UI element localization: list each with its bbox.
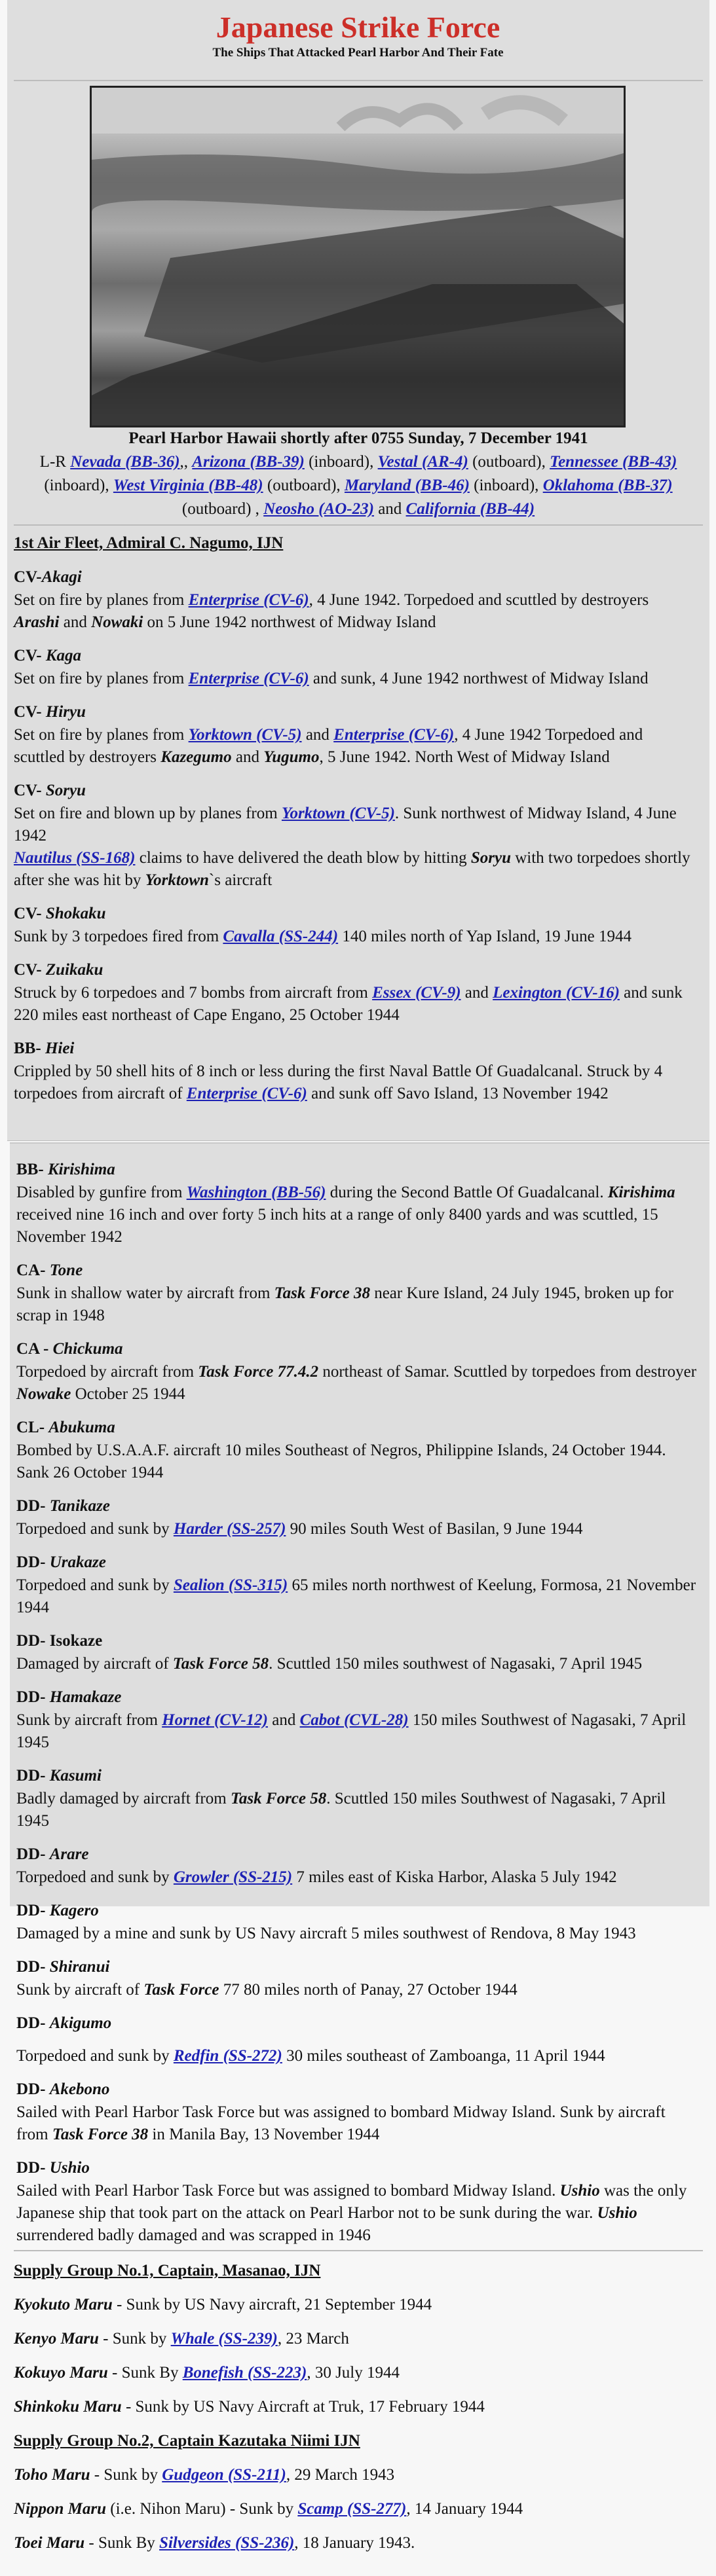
ship-fate — [14, 1061, 695, 1105]
text: on 5 June 1942 northwest of Midway Island — [143, 613, 436, 631]
text: Torpedoed and sunk by — [16, 1868, 174, 1886]
ship-name: Kyokuto Maru — [14, 2296, 113, 2313]
text: Crippled by 50 shell hits of 8 inch or less during the first Naval Battle Of Guadalcanal. Struck by 4 torpedoes from aircraft of — [14, 1062, 663, 1102]
ship-type: DD- — [16, 1958, 50, 1976]
ship-entry — [16, 1159, 698, 1248]
section-heading-supply-group-1: Supply Group No.1, Captain, Masanao, IJN — [14, 2262, 321, 2279]
text: (outboard), — [468, 453, 550, 471]
ship-entry — [16, 1260, 698, 1327]
text: . Scuttled 150 miles Southwest of Nagasaki, 7 April 1945 — [16, 1790, 666, 1830]
text: October 25 1944 — [71, 1385, 185, 1403]
supply-section — [14, 2260, 695, 2566]
ship-heading — [16, 1260, 698, 1282]
ship-entry — [16, 1417, 698, 1484]
ship-fate — [16, 1709, 698, 1754]
text: 7 miles east of Kiska Harbor, Alaska 5 July 1942 — [292, 1868, 617, 1886]
ship-link[interactable]: Whale (SS-239) — [170, 2330, 278, 2348]
ship-link[interactable]: Enterprise (CV-6) — [188, 591, 309, 609]
text: and sunk 220 miles east northeast of Cape Engano, 25 October 1944 — [14, 984, 683, 1024]
ship-heading — [16, 1630, 698, 1652]
text: (inboard), — [469, 477, 543, 494]
supply-list — [14, 2294, 695, 2418]
ship-type: CV- — [14, 961, 46, 979]
ship-name: Kazegumo — [160, 748, 232, 766]
text: received nine 16 inch and over forty 5 inch hits at a range of only 8400 yards and was scuttled, 15 November 1942 — [16, 1206, 658, 1246]
ship-name: Ushio — [49, 2159, 90, 2177]
text: (i.e. Nihon Maru) - Sunk by — [106, 2500, 298, 2518]
text: Disabled by gunfire from — [16, 1184, 187, 1201]
ship-fate — [16, 1979, 698, 2001]
caption-title: Pearl Harbor Hawaii shortly after 0755 Sunday, 7 December 1941 — [128, 429, 588, 447]
ship-link[interactable]: Neosho (AO-23) — [263, 500, 374, 518]
ship-name: Nowaki — [91, 613, 143, 631]
ship-link[interactable]: Washington (BB-56) — [186, 1184, 326, 1201]
ship-name: Task Force — [143, 1981, 219, 1999]
text: (inboard), — [304, 453, 378, 471]
ship-name: Hiei — [45, 1040, 75, 1057]
section-heading-supply-group-2: Supply Group No.2, Captain Kazutaka Niimi IJN — [14, 2432, 360, 2450]
text: Torpedoed and sunk by — [16, 1520, 174, 1538]
ship-link[interactable]: Cabot (CVL-28) — [299, 1711, 409, 1729]
text: and — [373, 500, 406, 518]
ship-fate — [16, 1788, 698, 1832]
ship-fate — [14, 724, 695, 769]
ship-entry — [16, 2078, 698, 2146]
ship-type: CA- — [16, 1261, 50, 1279]
text: Damaged by aircraft of — [16, 1655, 173, 1673]
text: - Sunk by — [98, 2330, 171, 2348]
ship-name: Hiryu — [45, 703, 86, 721]
ship-link[interactable]: Gudgeon (SS-211) — [162, 2466, 286, 2484]
ship-entry — [16, 1765, 698, 1832]
ship-fate — [16, 1923, 698, 1945]
text: 77 80 miles north of Panay, 27 October 1944 — [219, 1981, 518, 1999]
text: Sunk by 3 torpedoes fired from — [14, 928, 223, 945]
ship-fate — [16, 1518, 698, 1540]
ship-heading — [16, 1900, 698, 1922]
text: (outboard) , — [181, 500, 264, 518]
ship-heading — [14, 903, 695, 925]
ship-link[interactable]: Tennessee (BB-43) — [550, 453, 677, 471]
text: and — [267, 1711, 300, 1729]
text: (inboard), — [44, 477, 113, 494]
ship-type: CV- — [14, 647, 46, 664]
ship-name: Tanikaze — [49, 1497, 110, 1515]
text: Badly damaged by aircraft from — [16, 1790, 231, 1807]
ship-heading — [16, 1765, 698, 1787]
text: , 18 January 1943. — [294, 2534, 415, 2552]
ship-name: Akigumo — [49, 2014, 112, 2032]
ship-link[interactable]: Lexington (CV-16) — [493, 984, 620, 1002]
ship-name: Shiranui — [49, 1958, 110, 1976]
ship-heading — [14, 780, 695, 802]
caption-ship-list — [40, 453, 677, 518]
ship-entry — [16, 1843, 698, 1889]
text: surrendered badly damaged and was scrapped in 1946 — [16, 2226, 371, 2244]
ship-heading — [14, 701, 695, 723]
supply-ship-item — [14, 2328, 695, 2350]
text: , 30 July 1944 — [307, 2364, 400, 2382]
photo-image — [92, 88, 624, 426]
ship-name: Ushio — [597, 2204, 637, 2222]
ship-link[interactable]: Cavalla (SS-244) — [223, 928, 339, 945]
ship-entry — [14, 780, 695, 892]
text: Bombed by U.S.A.A.F. aircraft 10 miles Southeast of Negros, Philippine Islands, 24 October 1944. Sank 26 October 1944 — [16, 1442, 666, 1481]
text: , 14 January 1944 — [406, 2500, 523, 2518]
ship-fate — [16, 2045, 698, 2067]
ship-link[interactable]: Redfin (SS-272) — [173, 2047, 282, 2065]
ship-entry — [16, 1956, 698, 2001]
ship-entry — [14, 701, 695, 769]
ship-fate — [16, 1653, 698, 1675]
text: , 23 March — [277, 2330, 349, 2348]
ship-type: BB- — [14, 1040, 45, 1057]
text: Set on fire by planes from — [14, 726, 189, 744]
ship-name: Kagero — [49, 1902, 99, 1919]
text: claims to have delivered the death blow by hitting — [135, 849, 471, 867]
ship-name: Task Force 38 — [274, 1284, 370, 1302]
text: , 5 June 1942. North West of Midway Island — [319, 748, 610, 766]
ship-entry — [16, 1900, 698, 1945]
text: and — [59, 613, 92, 631]
ship-link[interactable]: Nevada (BB-36) — [70, 453, 180, 471]
ship-name: Yorktown — [145, 871, 209, 889]
ship-type: CA - — [16, 1340, 53, 1358]
ship-link[interactable]: Growler (SS-215) — [173, 1868, 293, 1886]
text: and — [301, 726, 334, 744]
ship-link[interactable]: Enterprise (CV-6) — [333, 726, 455, 744]
text: Sunk by aircraft from — [16, 1711, 162, 1729]
text: L-R — [39, 453, 71, 471]
ship-name: Kokuyo Maru — [14, 2364, 108, 2382]
ship-name: Toei Maru — [14, 2534, 85, 2552]
supply-ship-item — [14, 2294, 695, 2316]
ship-fate — [14, 668, 695, 690]
text: and sunk off Savo Island, 13 November 1942 — [307, 1085, 609, 1102]
ship-link[interactable]: Harder (SS-257) — [173, 1520, 286, 1538]
ship-link[interactable]: California (BB-44) — [405, 500, 535, 518]
ship-type: DD- — [16, 2080, 50, 2098]
divider — [14, 524, 703, 526]
fleet-section — [14, 532, 695, 1116]
text: 30 miles southeast of Zamboanga, 11 April 1944 — [282, 2047, 605, 2065]
text: in Manila Bay, 13 November 1944 — [148, 2126, 380, 2143]
ship-link[interactable]: Yorktown (CV-5) — [281, 805, 395, 822]
ship-entry — [14, 959, 695, 1026]
ship-heading — [16, 1338, 698, 1360]
ship-heading — [16, 1495, 698, 1517]
ship-name: Zuikaku — [45, 961, 104, 979]
ship-type: CV- — [14, 905, 46, 922]
ship-heading — [14, 566, 695, 589]
supply-ship-item — [14, 2362, 695, 2384]
ship-fate — [16, 1361, 698, 1406]
ship-heading — [16, 1551, 698, 1574]
ship-name: Yugumo — [263, 748, 320, 766]
divider — [14, 80, 703, 81]
ship-link[interactable]: Arizona (BB-39) — [192, 453, 305, 471]
text: Set on fire and blown up by planes from — [14, 805, 282, 822]
ship-link[interactable]: Vestal (AR-4) — [377, 453, 468, 471]
ship-link[interactable]: Nautilus (SS-168) — [14, 849, 136, 867]
ship-fate — [14, 589, 695, 634]
ship-name: Kirishima — [607, 1184, 675, 1201]
text: during the Second Battle Of Guadalcanal. — [326, 1184, 608, 1201]
text: - Sunk By — [85, 2534, 160, 2552]
ship-heading — [16, 1159, 698, 1181]
text: `s aircraft — [208, 871, 273, 889]
ship-fate — [16, 1866, 698, 1889]
ship-fate — [16, 2180, 698, 2247]
ship-fate — [16, 2101, 698, 2146]
ship-type: CV- — [14, 782, 46, 799]
ship-name: Abukuma — [48, 1419, 115, 1436]
ship-link[interactable]: Essex (CV-9) — [372, 984, 461, 1002]
text: 90 miles South West of Basilan, 9 June 1944 — [286, 1520, 583, 1538]
ship-link[interactable]: Maryland (BB-46) — [344, 477, 470, 494]
ship-name: Toho Maru — [14, 2466, 90, 2484]
text: - Sunk by — [90, 2466, 162, 2484]
text: near Kure Island, 24 July 1945, broken up for scrap in 1948 — [16, 1284, 674, 1324]
ship-type: DD- — [16, 1553, 50, 1571]
ship-list — [14, 566, 695, 1105]
ship-name: Chickuma — [52, 1340, 123, 1358]
text: (outboard), — [263, 477, 345, 494]
text: - Sunk by US Navy aircraft, 21 September 1944 — [112, 2296, 432, 2313]
ship-name: Arare — [49, 1845, 89, 1863]
text: Torpedoed by aircraft from — [16, 1363, 198, 1381]
ship-name: Arashi — [14, 613, 60, 631]
ship-entry — [16, 1551, 698, 1619]
ship-name: Task Force 77.4.2 — [198, 1363, 319, 1381]
pearl-harbor-photo — [90, 86, 626, 427]
ship-type: DD- — [16, 1688, 50, 1706]
ship-name: Isokaze — [49, 1632, 103, 1650]
ship-heading — [16, 1843, 698, 1866]
photo-caption — [14, 427, 703, 521]
text: - Sunk by US Navy Aircraft at Truk, 17 February 1944 — [121, 2398, 485, 2416]
text: Torpedoed and sunk by — [16, 2047, 174, 2065]
panel-seam — [7, 1140, 709, 1141]
text: Struck by 6 torpedoes and 7 bombs from aircraft from — [14, 984, 373, 1002]
section-heading-1st-air-fleet: 1st Air Fleet, Admiral C. Nagumo, IJN — [14, 534, 284, 552]
ship-name: Shokaku — [45, 905, 106, 922]
ship-list — [16, 1159, 698, 2247]
text: Set on fire by planes from — [14, 670, 189, 687]
fleet-section-continued — [16, 1159, 698, 2258]
ship-fate — [14, 982, 695, 1026]
ship-fate — [16, 1440, 698, 1484]
ship-link[interactable]: Enterprise (CV-6) — [188, 670, 309, 687]
ship-link[interactable]: Hornet (CV-12) — [162, 1711, 268, 1729]
text: . Sunk northwest of Midway Island, 4 June 1942 — [14, 805, 677, 844]
ship-name: Akagi — [41, 568, 82, 586]
ship-heading — [16, 2078, 698, 2101]
ship-name: Tone — [49, 1261, 83, 1279]
ship-name: Soryu — [45, 782, 86, 799]
ship-link[interactable]: Silversides (SS-236) — [159, 2534, 295, 2552]
text: Sunk in shallow water by aircraft from — [16, 1284, 274, 1302]
ship-name: Nippon Maru — [14, 2500, 107, 2518]
ship-name: Task Force 58 — [230, 1790, 327, 1807]
ship-heading — [16, 1686, 698, 1709]
ship-heading — [14, 1038, 695, 1060]
ship-name: Shinkoku Maru — [14, 2398, 122, 2416]
supply-ship-item — [14, 2532, 695, 2554]
text: and — [231, 748, 264, 766]
ship-name: Soryu — [470, 849, 511, 867]
ship-link[interactable]: West Virginia (BB-48) — [113, 477, 263, 494]
text: with two torpedoes shortly after she was hit by — [14, 849, 690, 889]
ship-type: BB- — [16, 1161, 48, 1178]
ship-entry — [16, 1338, 698, 1406]
ship-fate — [14, 926, 695, 948]
ship-name: Kenyo Maru — [14, 2330, 99, 2348]
supply-ship-item — [14, 2498, 695, 2520]
ship-link[interactable]: Scamp (SS-277) — [297, 2500, 407, 2518]
text: Set on fire by planes from — [14, 591, 189, 609]
ship-entry — [16, 1630, 698, 1675]
ship-type: DD- — [16, 1632, 50, 1650]
ship-type: DD- — [16, 1845, 50, 1863]
supply-ship-item — [14, 2396, 695, 2418]
ship-link[interactable]: Bonefish (SS-223) — [182, 2364, 307, 2382]
ship-name: Hamakaze — [49, 1688, 122, 1706]
text: , 4 June 1942 Torpedoed and scuttled by destroyers — [14, 726, 643, 766]
text: Sailed with Pearl Harbor Task Force but was assigned to bombard Midway Island. Sunk by aircraft from — [16, 2103, 666, 2143]
ship-entry — [14, 1038, 695, 1105]
ship-link[interactable]: Oklahoma (BB-37) — [542, 477, 673, 494]
text: Damaged by a mine and sunk by US Navy aircraft 5 miles southwest of Rendova, 8 May 1943 — [16, 1925, 636, 1942]
ship-entry — [14, 566, 695, 634]
ship-fate — [14, 847, 695, 892]
ship-type: CV- — [14, 568, 42, 586]
ship-fate — [16, 1282, 698, 1327]
ship-name: Akebono — [49, 2080, 110, 2098]
supply-ship-item — [14, 2464, 695, 2486]
ship-type: DD- — [16, 1767, 50, 1785]
text: , 4 June 1942. Torpedoed and scuttled by destroyers — [309, 591, 649, 609]
ship-heading — [14, 645, 695, 667]
ship-name: Task Force 58 — [172, 1655, 269, 1673]
ship-heading — [16, 1417, 698, 1439]
ship-type: DD- — [16, 2159, 50, 2177]
text: and — [461, 984, 493, 1002]
ship-type: CV- — [14, 703, 46, 721]
ship-fate — [16, 1182, 698, 1248]
ship-entry — [16, 2012, 698, 2067]
text: - Sunk By — [107, 2364, 183, 2382]
ship-fate — [16, 1574, 698, 1619]
ship-link[interactable]: Sealion (SS-315) — [173, 1576, 288, 1594]
ship-name: Task Force 38 — [52, 2126, 149, 2143]
ship-name: Nowake — [16, 1385, 71, 1403]
ship-name: Urakaze — [49, 1553, 106, 1571]
text: . Scuttled 150 miles southwest of Nagasaki, 7 April 1945 — [269, 1655, 643, 1673]
ship-type: DD- — [16, 2014, 50, 2032]
text: 65 miles north northwest of Keelung, Formosa, 21 November 1944 — [16, 1576, 696, 1616]
ship-entry — [16, 1495, 698, 1540]
text: Sailed with Pearl Harbor Task Force but was assigned to bombard Midway Island. — [16, 2182, 560, 2200]
text: 140 miles north of Yap Island, 19 June 1944 — [338, 928, 631, 945]
ship-fate — [14, 803, 695, 847]
text: was the only Japanese ship that took part on the attack on Pearl Harbor not to be sunk during the war. — [16, 2182, 687, 2222]
ship-type: DD- — [16, 1902, 50, 1919]
text: northeast of Samar. Scuttled by torpedoes from destroyer — [318, 1363, 697, 1381]
ship-type: DD- — [16, 1497, 50, 1515]
ship-link[interactable]: Enterprise (CV-6) — [186, 1085, 307, 1102]
ship-name: Kasumi — [49, 1767, 102, 1785]
text: Sunk by aircraft of — [16, 1981, 144, 1999]
text: Torpedoed and sunk by — [16, 1576, 174, 1594]
ship-heading — [14, 959, 695, 981]
supply-list — [14, 2464, 695, 2554]
divider — [14, 2250, 703, 2251]
text: ,, — [179, 453, 193, 471]
ship-entry — [14, 645, 695, 690]
page-subtitle: The Ships That Attacked Pearl Harbor And Their Fate — [212, 46, 504, 60]
ship-entry — [14, 903, 695, 948]
ship-name: Kirishima — [47, 1161, 115, 1178]
ship-name: Kaga — [45, 647, 82, 664]
ship-type: CL- — [16, 1419, 49, 1436]
text: , 29 March 1943 — [286, 2466, 395, 2484]
ship-entry — [16, 1686, 698, 1754]
ship-heading — [16, 2157, 698, 2179]
ship-link[interactable]: Yorktown (CV-5) — [188, 726, 302, 744]
ship-entry — [16, 2157, 698, 2247]
ship-heading — [16, 2012, 698, 2035]
ship-name: Ushio — [559, 2182, 600, 2200]
ship-heading — [16, 1956, 698, 1978]
page-title: Japanese Strike Force — [216, 10, 500, 44]
text: 150 miles Southwest of Nagasaki, 7 April 1945 — [16, 1711, 687, 1751]
text: and sunk, 4 June 1942 northwest of Midway Island — [309, 670, 649, 687]
